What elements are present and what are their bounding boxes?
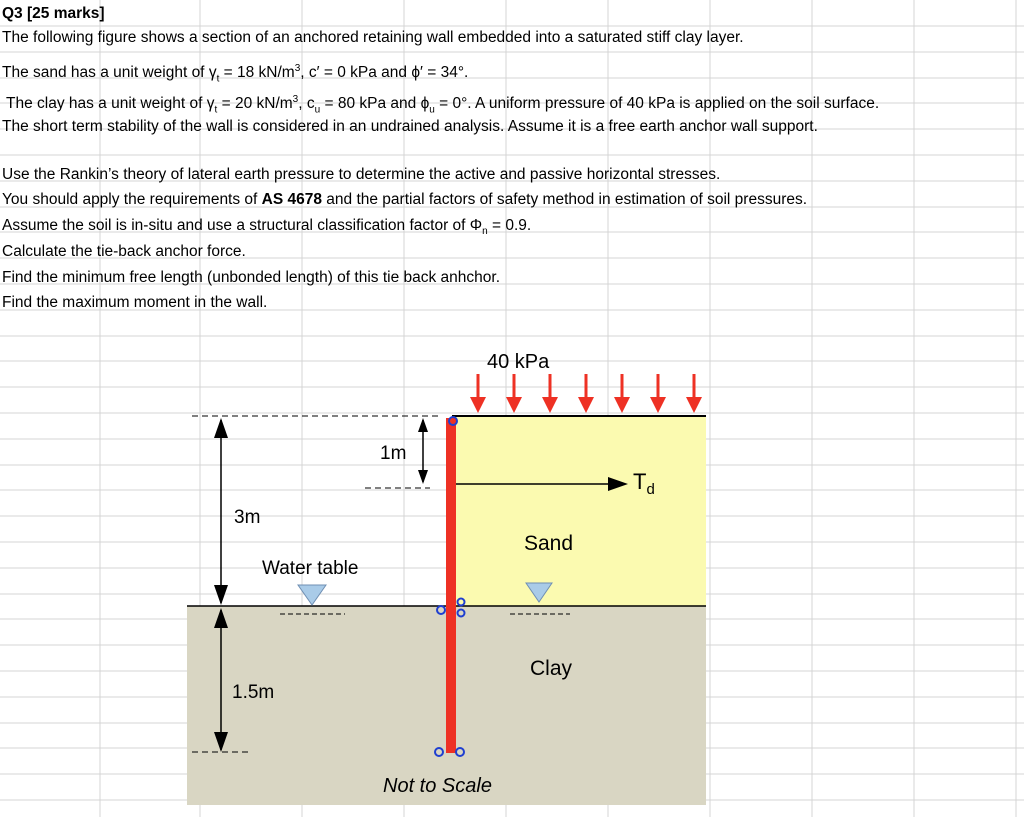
- not-to-scale-note: Not to Scale: [383, 775, 492, 797]
- question-title: Q3 [25 marks]: [2, 5, 105, 22]
- task-rankine: Use the Rankin’s theory of lateral earth pressure to determine the active and passive horizontal stresses.: [2, 166, 721, 183]
- dim-3m-arrow-bottom: [214, 585, 228, 605]
- retaining-wall: [446, 418, 456, 753]
- dim-3m-arrow-top: [214, 418, 228, 438]
- clay-properties: The clay has a unit weight of $\gamma_t = 20$ $kN/m^3$, $c_u = 80$ kPa and $\phi_u = 0^\circ$. A uniform pressure of 40 kPa is applied on the soil surface.: [6, 94, 880, 116]
- sand-properties: The sand has a unit weight of $\gamma_t = 18$ $kN/m^3$, c′ = 0 kPa and ϕ′ = 34°.: [2, 63, 469, 85]
- surcharge-arrow-head: [578, 397, 594, 413]
- surcharge-arrow-head: [542, 397, 558, 413]
- surcharge-arrow-head: [686, 397, 702, 413]
- sand-label: Sand: [524, 532, 574, 555]
- task-anchor-force: Calculate the tie-back anchor force.: [2, 243, 246, 260]
- water-table-symbol-left: [298, 585, 326, 605]
- clay-label: Clay: [530, 657, 573, 680]
- sand-layer: [455, 416, 706, 606]
- question-intro: The following figure shows a section of an anchored retaining wall embedded into a saturated stiff clay layer.: [2, 29, 744, 46]
- dim-1m-arrow-top: [418, 418, 428, 432]
- task-phi-factor: Assume the soil is in-situ and use a structural classification factor of $\Phi_n = 0.9$.: [2, 217, 532, 238]
- anchor-force-label: $T_d$: [633, 469, 655, 498]
- task-as4678: You should apply the requirements of AS 4678 and the partial factors of safety method in estimation of soil pressures.: [2, 191, 808, 208]
- task-max-moment: Find the maximum moment in the wall.: [2, 294, 268, 311]
- task-free-length: Find the minimum free length (unbonded length) of this tie back anhchor.: [2, 269, 501, 286]
- undrained-analysis-note: The short term stability of the wall is considered in an undrained analysis. Assume it is a free earth anchor wall support.: [2, 118, 818, 135]
- water-table-label: Water table: [262, 558, 359, 579]
- dim-1m-label: 1m: [380, 443, 407, 464]
- dim-1-5m-label: 1.5m: [232, 682, 275, 703]
- surcharge-arrows: [470, 374, 702, 413]
- surcharge-arrow-head: [506, 397, 522, 413]
- surcharge-label: 40 kPa: [487, 351, 550, 373]
- surcharge-arrow-head: [650, 397, 666, 413]
- surcharge-arrow-head: [470, 397, 486, 413]
- dim-3m-label: 3m: [234, 507, 261, 528]
- dim-1m-arrow-bottom: [418, 470, 428, 484]
- surcharge-arrow-head: [614, 397, 630, 413]
